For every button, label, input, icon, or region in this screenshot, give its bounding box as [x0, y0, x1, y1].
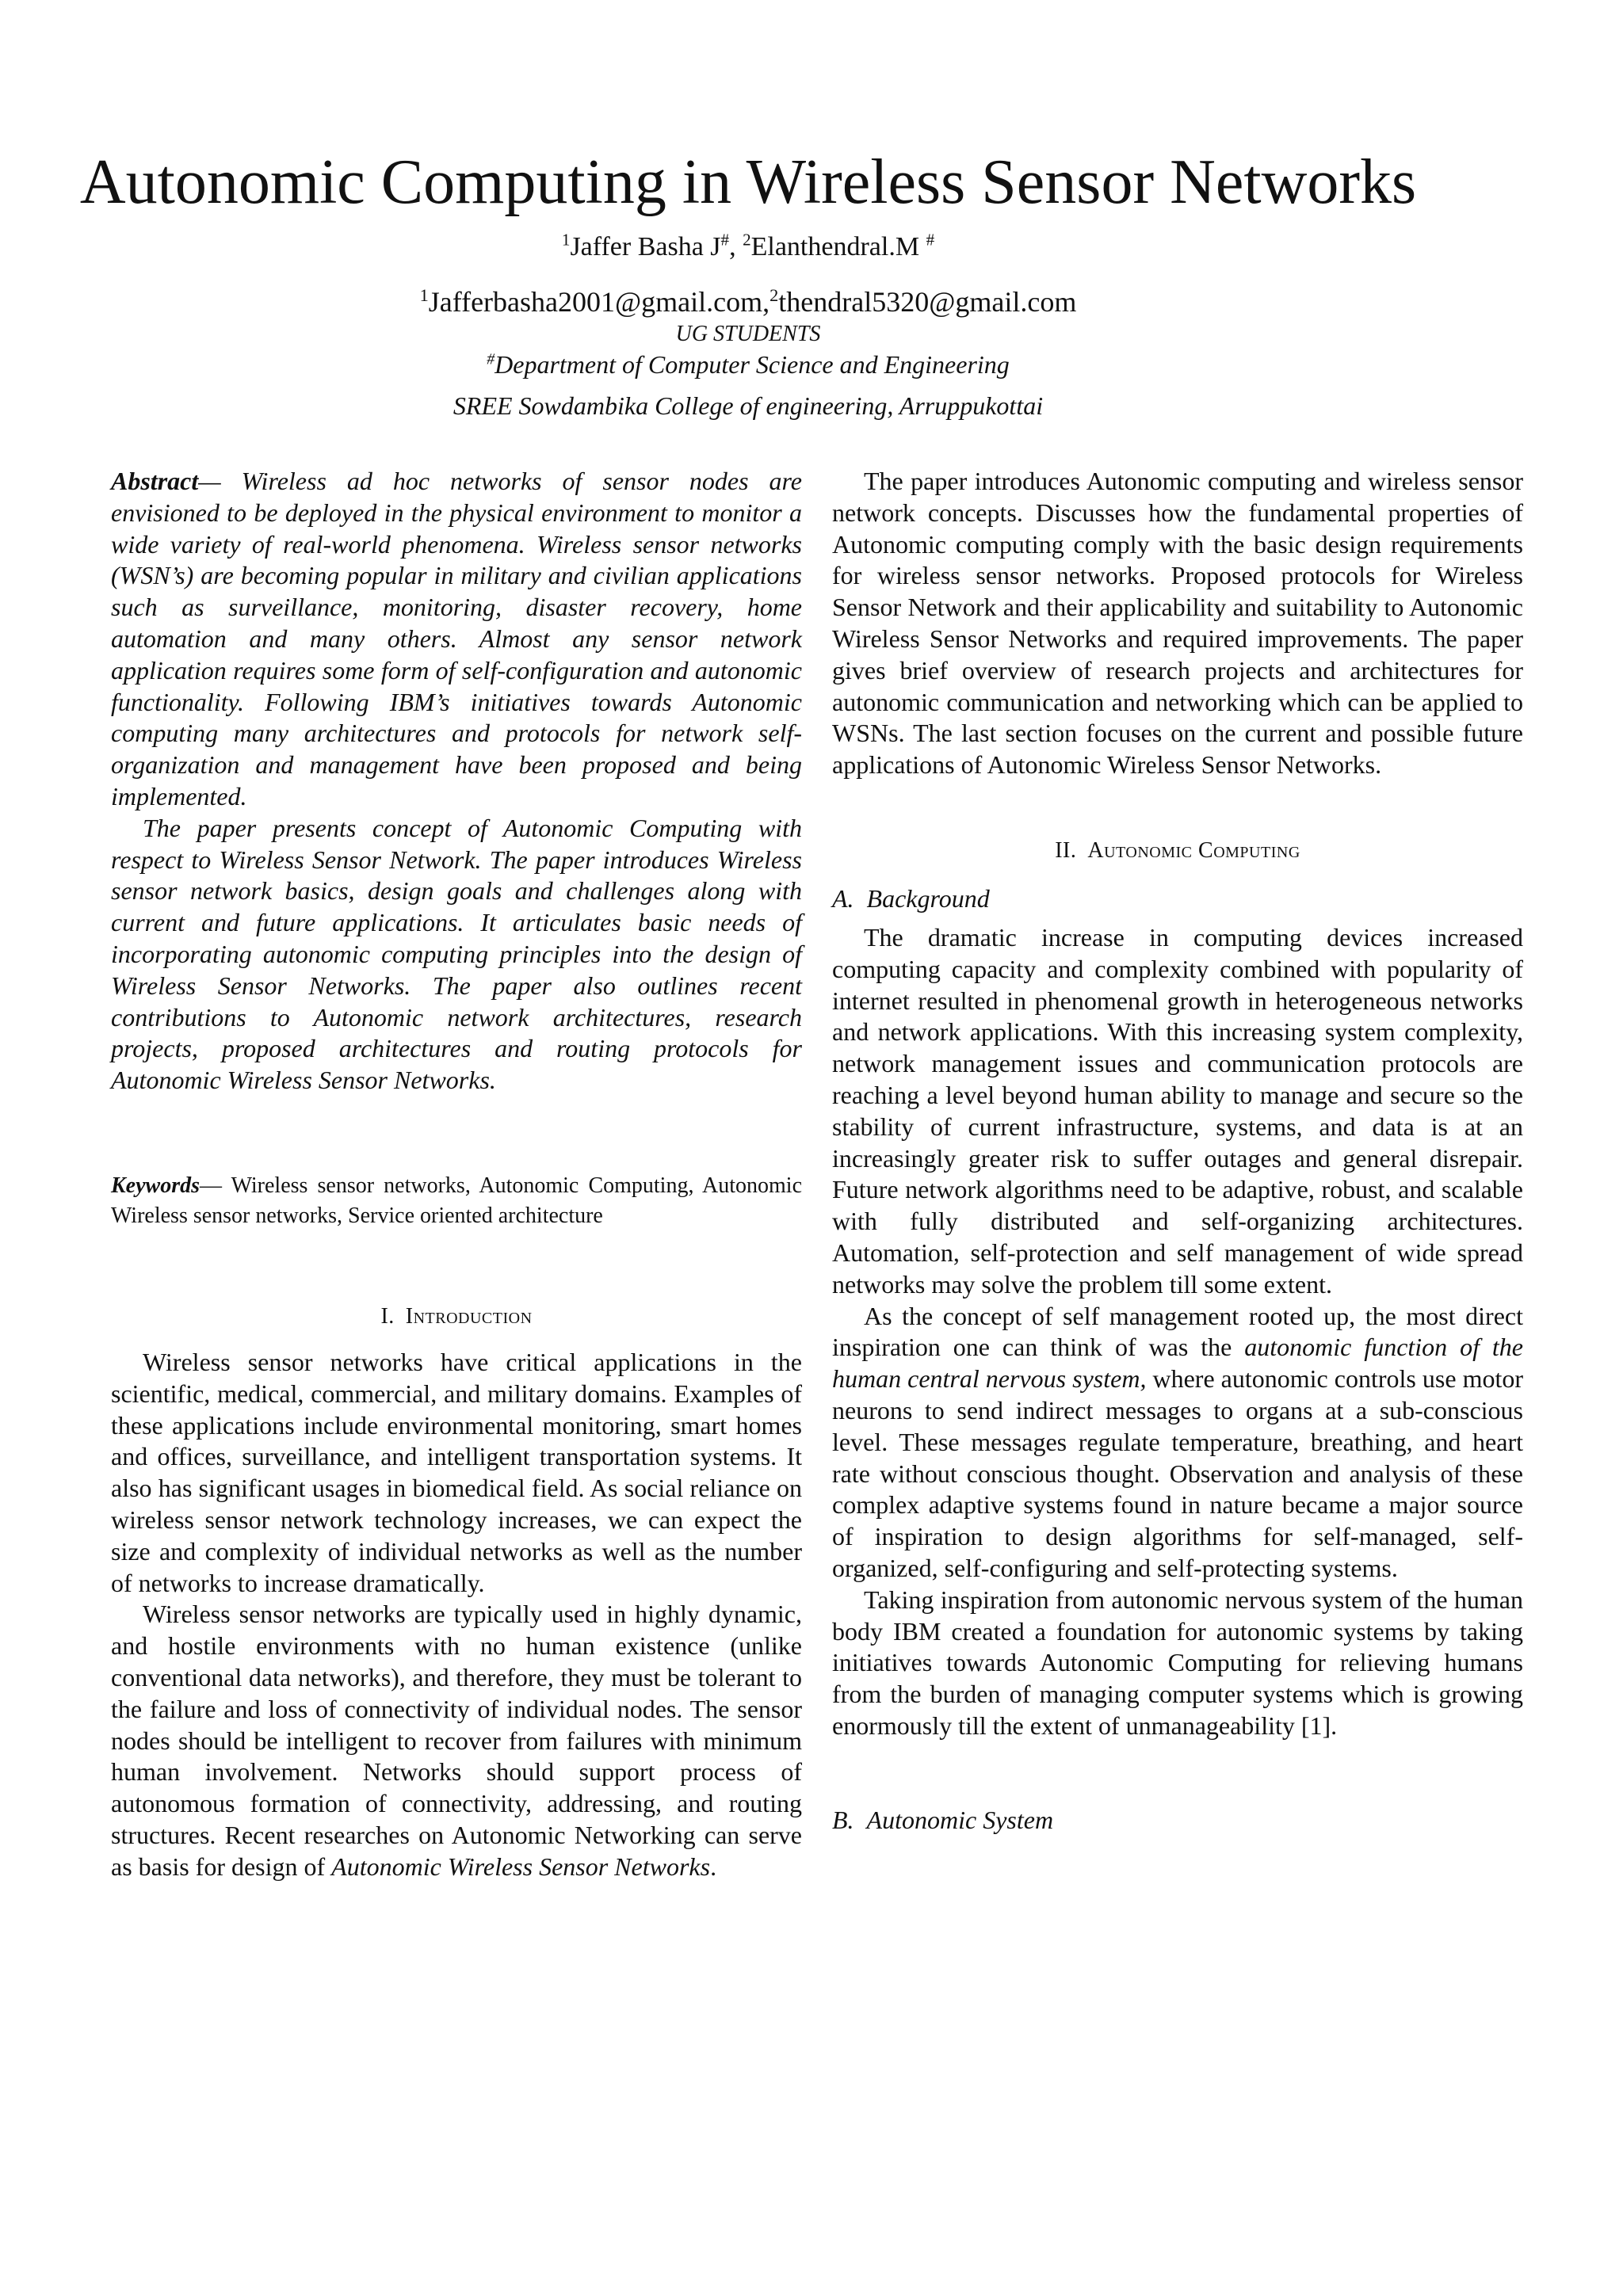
subsection-label: A.: [832, 883, 854, 913]
author-line: [0, 230, 1560, 265]
email-line: [0, 284, 1560, 320]
subsection-heading-background: [832, 881, 1523, 916]
right-intro-paragraph: The paper introduces Autonomic computing and wireless sensor network concepts. Discusses how the fundamental properties of Autonomic computing comply with the basic design requirements for wireless sensor networks. Proposed protocols for Wireless Sensor Network and their applicability and suitability to Autonomic Wireless Sensor Networks and required improvements. The paper gives brief overview of research projects and architectures for autonomic communication and networking which can be applied to WSNs. The last section focuses on the current and possible future applications of Autonomic Wireless Sensor Networks.: [832, 467, 1523, 780]
left-column: [111, 466, 802, 1882]
background-paragraph-1: The dramatic increase in computing devices increased computing capacity and complexity combined with popularity of internet resulted in phenomenal growth in heterogeneous networks and network applications. With this increasing system complexity, network management issues and communication protocols are reaching a level beyond human ability to manage and secure so the stability of current infrastructure, systems, and data is at an increasingly greater risk to suffer outages and general disrepair. Future network algorithms need to be adaptive, robust, and scalable with fully distributed and self-organizing architectures. Automation, self-protection and self management of wide spread networks may solve the problem till some extent.: [832, 922, 1523, 1299]
section-heading-autonomic-computing: [832, 835, 1523, 867]
author-1-superscript: 1: [561, 230, 571, 250]
right-column: [832, 466, 1523, 1844]
section-number: I.: [380, 1303, 395, 1329]
keywords-dash: —: [200, 1173, 231, 1198]
college: SREE Sowdambika College of engineering, Arruppukottai: [453, 391, 1044, 420]
abstract-text-1: Wireless ad hoc networks of sensor nodes are envisioned to be deployed in the physical environment to monitor a wide variety of real-world phenomena. Wireless sensor networks (WSN’s) are becoming popular in military and civilian applications such as surveillance, monitoring, disaster recovery, home automation and many others. Almost any sensor network application requires some form of self-configuration and autonomic functionality. Following IBM’s initiatives towards Autonomic computing many architectures and protocols for network self-organization and management have been proposed and being implemented.: [111, 467, 803, 810]
email-2: thendral5320@gmail.com: [778, 286, 1077, 318]
intro-paragraph-2: [111, 1599, 802, 1882]
intro-paragraph-1: Wireless sensor networks have critical applications in the scientific, medical, commercial, and military domains. Examples of these applications include environmental monitoring, smart homes and offices, surveillance, and intelligent transportation systems. It also has significant usages in biomedical field. As social reliance on wireless sensor network technology increases, we can expect the size and complexity of individual networks as well as the number of networks to increase dramatically.: [111, 1347, 802, 1597]
background-paragraph-2-emphasis: autonomic function of the human central nervous system,: [832, 1333, 1524, 1394]
author-2-superscript: 2: [743, 230, 751, 250]
abstract-dash: —: [198, 467, 242, 495]
subsection-title: Background: [866, 883, 990, 913]
author-1-name: Jaffer Basha J: [570, 232, 721, 261]
section-number: II.: [1055, 837, 1077, 863]
section-heading-introduction: [111, 1301, 802, 1333]
background-paragraph-2-text-b: where autonomic controls use motor neurons to send indirect messages to organs at a sub-conscious level. These messages regulate temperature, breathing, and heart rate without conscious thought. Observation and analysis of these complex adaptive systems found in nature became a major source of inspiration to design algorithms for self-managed, self-organized, self-configuring and self-protecting systems.: [832, 1364, 1524, 1582]
department-mark: #: [487, 350, 495, 368]
abstract: [111, 466, 802, 1097]
abstract-paragraph-2: The paper presents concept of Autonomic Computing with respect to Wireless Sensor Network. The paper introduces Wireless sensor network basics, design goals and challenges along with current and future applications. It articulates basic needs of incorporating autonomic computing principles into the design of Wireless Sensor Networks. The paper also outlines recent contributions to Autonomic network architectures, research projects, proposed architectures and routing protocols for Autonomic Wireless Sensor Networks.: [111, 813, 802, 1095]
author-separator: ,: [729, 232, 743, 261]
subsection-label: B.: [832, 1805, 854, 1834]
background-paragraph-2-text-a: As the concept of self management rooted up, the most direct inspiration one can think of was the: [832, 1301, 1523, 1362]
author-2-name: Elanthendral.M: [750, 232, 926, 261]
section-title: Autonomic Computing: [1087, 837, 1300, 863]
author-role: UG STUDENTS: [675, 322, 821, 346]
email-2-superscript: 2: [769, 285, 779, 305]
keywords-label: Keywords: [111, 1173, 200, 1198]
background-paragraph-3: Taking inspiration from autonomic nervous system of the human body IBM created a foundation for autonomic systems by taking initiatives towards Autonomic Computing for relieving humans from the burden of managing computer systems which is growing enormously till the extent of unmanageability [1].: [832, 1585, 1523, 1740]
background-paragraph-2: [832, 1301, 1523, 1585]
email-1: Jafferbasha2001@gmail.com,: [428, 286, 770, 318]
author-1-mark: #: [720, 230, 730, 250]
department: [0, 347, 1560, 382]
intro-paragraph-2-emphasis: Autonomic Wireless Sensor Networks: [331, 1852, 711, 1881]
intro-paragraph-2-text: Wireless sensor networks are typically used in highly dynamic, and hostile environments with no human existence (unlike conventional data networks), and therefore, they must be tolerant to the failure and loss of connectivity of individual nodes. The sensor nodes should be intelligent to recover from failures with minimum human involvement. Networks should support process of autonomous formation of connectivity, addressing, and routing structures. Recent researches on Autonomic Networking can serve as basis for design of: [111, 1600, 802, 1881]
author-2-mark: #: [926, 230, 935, 250]
keywords-paragraph: [111, 1171, 802, 1231]
section-title: Introduction: [405, 1303, 533, 1329]
subsection-title: Autonomic System: [866, 1805, 1054, 1834]
abstract-label: Abstract: [111, 467, 199, 495]
email-1-superscript: 1: [419, 285, 429, 305]
abstract-paragraph-1: [111, 466, 802, 813]
department-name: Department of Computer Science and Engineering: [495, 350, 1010, 379]
keywords-text: Wireless sensor networks, Autonomic Computing, Autonomic Wireless sensor networks, Service oriented architecture: [111, 1173, 802, 1228]
paper-title: Autonomic Computing in Wireless Sensor Networks: [79, 147, 1417, 217]
subsection-heading-autonomic-system: [832, 1802, 1523, 1837]
intro-paragraph-2-end: .: [710, 1852, 717, 1881]
keywords: [111, 1171, 802, 1231]
